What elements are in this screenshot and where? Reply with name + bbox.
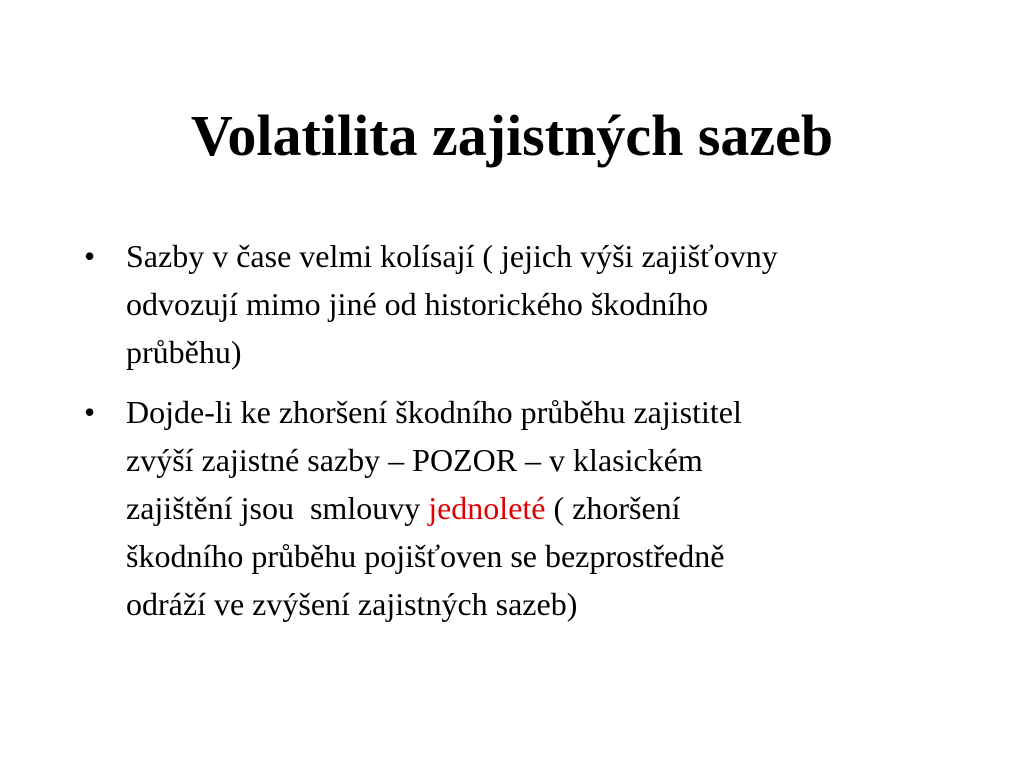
bullet-1-line-3: průběhu)	[126, 334, 242, 370]
bullet-2-line-4: škodního průběhu pojišťoven se bezprostředně	[126, 538, 725, 574]
bullet-2-line-3-end: ( zhoršení	[545, 490, 681, 526]
bullet-2-line-1: Dojde-li ke zhoršení škodního průběhu zajistitel	[126, 394, 742, 430]
highlighted-term: jednoleté	[428, 490, 546, 526]
bullet-list	[84, 232, 964, 640]
bullet-1-line-1: Sazby v čase velmi kolísají ( jejich výši zajišťovny	[126, 238, 778, 274]
bullet-dot-icon: •	[84, 394, 96, 430]
slide-title: Volatilita zajistných sazeb	[190, 103, 834, 168]
bullet-2-line-2: zvýší zajistné sazby – POZOR – v klasickém	[126, 442, 703, 478]
bullet-item-1	[84, 232, 964, 376]
bullet-2-line-3-start: zajištění jsou smlouvy	[126, 490, 429, 526]
bullet-2-line-5: odráží ve zvýšení zajistných sazeb)	[126, 586, 578, 622]
bullet-item-2	[84, 388, 964, 628]
bullet-1-line-2: odvozují mimo jiné od historického škodního	[126, 286, 709, 322]
bullet-dot-icon: •	[84, 238, 96, 274]
